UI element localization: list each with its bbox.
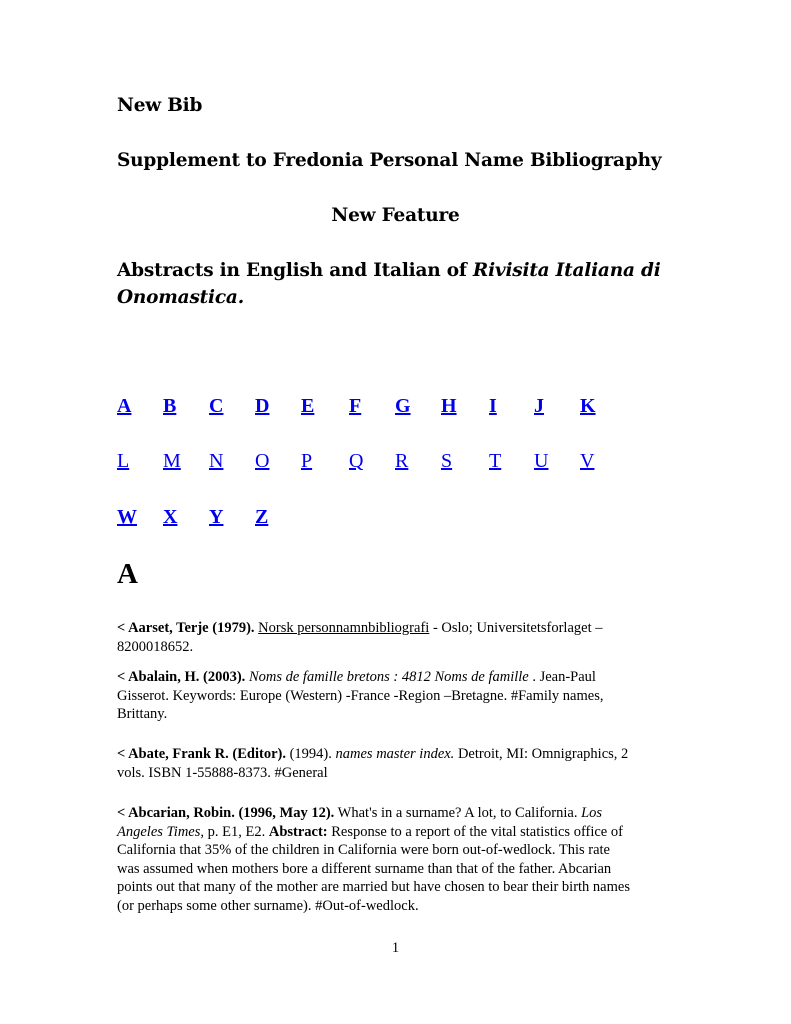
index-link-b[interactable]: B [163, 395, 177, 417]
bib-entry-abate [117, 745, 677, 782]
entry-title: Noms de famille bretons : 4812 Noms de famille [248, 669, 529, 685]
index-link-r[interactable]: R [395, 450, 409, 472]
entry-line [117, 804, 677, 823]
index-link-l[interactable]: L [117, 450, 130, 472]
entry-publisher: - Oslo; Universitetsforlaget – [429, 620, 603, 636]
entry-publisher: Detroit, MI: Omnigraphics, 2 [454, 746, 629, 762]
entry-line: (or perhaps some other surname). #Out-of-wedlock. [117, 897, 419, 914]
index-link-q[interactable]: Q [349, 450, 364, 472]
entry-title: names master index. [335, 746, 455, 762]
index-link-u[interactable]: U [534, 450, 549, 472]
entry-title: What's in a surname? A lot, to California. [334, 805, 582, 821]
entry-line: Brittany. [117, 706, 168, 722]
entry-publisher: . Jean-Paul [528, 669, 596, 685]
entry-line: was assumed when mothers bore a different surname than that of the father. Abcarian [117, 860, 612, 877]
abstract-text: Response to a report of the vital statistics office of [327, 823, 623, 840]
entry-title: Norsk personnamnbibliografi [258, 620, 430, 636]
entry-line [117, 619, 677, 638]
entry-author: < Abalain, H. (2003). [117, 669, 246, 685]
page-number: 1 [391, 940, 400, 956]
entry-journal: Angeles Times, [117, 823, 204, 840]
entry-journal: Los [581, 805, 603, 821]
index-link-j[interactable]: J [534, 395, 544, 417]
entry-year: (1994). [285, 746, 336, 762]
heading-new-feature: New Feature [331, 205, 460, 226]
abstracts-journal-line2: Onomastica. [117, 287, 244, 308]
entry-line: Gisserot. Keywords: Europe (Western) -France -Region –Bretagne. #Family names, [117, 687, 604, 704]
index-link-i[interactable]: I [489, 395, 497, 417]
abstracts-journal-line1: Rivisita Italiana di [472, 260, 661, 281]
index-link-p[interactable]: P [301, 450, 313, 472]
index-link-a[interactable]: A [117, 395, 132, 417]
abstracts-prefix: Abstracts in English and Italian of [117, 260, 473, 281]
entry-line: California that 35% of the children in California were born out-of-wedlock. This rate [117, 842, 610, 858]
index-link-z[interactable]: Z [255, 506, 269, 528]
index-link-x[interactable]: X [163, 506, 178, 528]
index-link-t[interactable]: T [489, 450, 502, 472]
entry-line [117, 745, 677, 764]
heading-new-bib: New Bib [117, 95, 203, 116]
heading-supplement: Supplement to Fredonia Personal Name Bibliography [117, 150, 662, 171]
entry-author: < Aarset, Terje (1979). [117, 620, 255, 636]
entry-line: vols. ISBN 1-55888-8373. #General [117, 764, 328, 781]
index-link-o[interactable]: O [255, 450, 270, 472]
bib-entry-aarset [117, 619, 677, 656]
entry-line [117, 668, 677, 687]
bib-entry-abalain [117, 668, 677, 724]
index-link-k[interactable]: K [580, 395, 596, 417]
bib-entry-abcarian [117, 804, 677, 915]
index-link-g[interactable]: G [395, 395, 411, 417]
index-link-v[interactable]: V [580, 450, 595, 472]
abstract-label: Abstract: [268, 823, 328, 840]
entry-line [117, 823, 677, 842]
entry-pages: p. E1, E2. [204, 823, 269, 840]
index-link-d[interactable]: D [255, 395, 270, 417]
index-link-n[interactable]: N [209, 450, 224, 472]
index-link-w[interactable]: W [117, 506, 137, 528]
entry-author: < Abate, Frank R. (Editor). [117, 746, 286, 762]
section-heading-a: A [117, 558, 138, 590]
index-link-y[interactable]: Y [209, 506, 224, 528]
index-link-f[interactable]: F [349, 395, 362, 417]
index-link-h[interactable]: H [441, 395, 457, 417]
index-link-m[interactable]: M [163, 450, 181, 472]
entry-author: < Abcarian, Robin. (1996, May 12). [117, 805, 335, 821]
index-link-s[interactable]: S [441, 450, 453, 472]
index-link-c[interactable]: C [209, 395, 224, 417]
index-link-e[interactable]: E [301, 395, 315, 417]
entry-line: points out that many of the mother are married but have chosen to bear their birth names [117, 879, 630, 895]
entry-line: 8200018652. [117, 638, 194, 655]
